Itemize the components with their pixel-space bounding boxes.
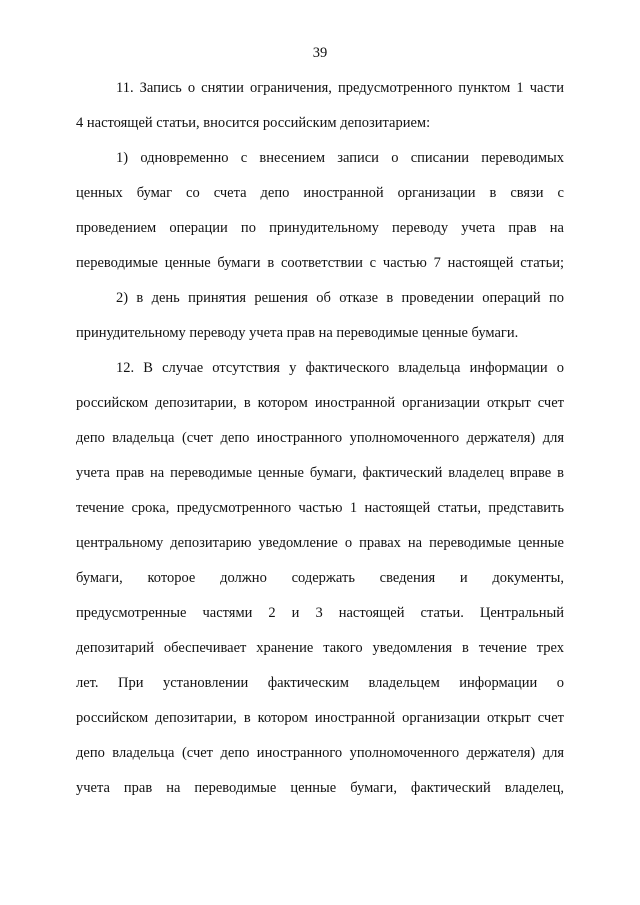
text-line: предусмотренные частями 2 и 3 настоящей статьи. Центральный (76, 605, 564, 621)
text-line: 1) одновременно с внесением записи о списании переводимых (116, 150, 564, 166)
text-line: центральному депозитарию уведомление о правах на переводимые ценные (76, 535, 564, 551)
text-line: 4 настоящей статьи, вносится российским депозитарием: (76, 115, 431, 131)
text-line: депозитарий обеспечивает хранение такого уведомления в течение трех (76, 640, 564, 656)
page-number: 39 (312, 45, 328, 61)
text-line: российском депозитарии, в котором иностранной организации открыт счет (76, 710, 564, 726)
text-line: ценных бумаг со счета депо иностранной организации в связи с (76, 185, 564, 201)
text-line: течение срока, предусмотренного частью 1 настоящей статьи, представить (76, 500, 564, 516)
text-line: депо владельца (счет депо иностранного уполномоченного держателя) для (76, 745, 564, 761)
text-line: депо владельца (счет депо иностранного уполномоченного держателя) для (76, 430, 564, 446)
text-line: 11. Запись о снятии ограничения, предусмотренного пунктом 1 части (116, 80, 564, 96)
text-line: 12. В случае отсутствия у фактического владельца информации о (116, 360, 564, 376)
text-line: переводимые ценные бумаги в соответствии с частью 7 настоящей статьи; (76, 255, 564, 271)
text-line: бумаги, которое должно содержать сведения и документы, (76, 570, 564, 586)
text-line: российском депозитарии, в котором иностранной организации открыт счет (76, 395, 564, 411)
text-line: лет. При установлении фактическим владельцем информации о (76, 675, 564, 691)
text-line: 2) в день принятия решения об отказе в проведении операций по (116, 290, 564, 306)
text-line: принудительному переводу учета прав на переводимые ценные бумаги. (76, 325, 519, 341)
text-line: проведением операции по принудительному переводу учета прав на (76, 220, 564, 236)
text-line: учета прав на переводимые ценные бумаги, фактический владелец, (76, 780, 564, 796)
text-line: учета прав на переводимые ценные бумаги, фактический владелец вправе в (76, 465, 564, 481)
